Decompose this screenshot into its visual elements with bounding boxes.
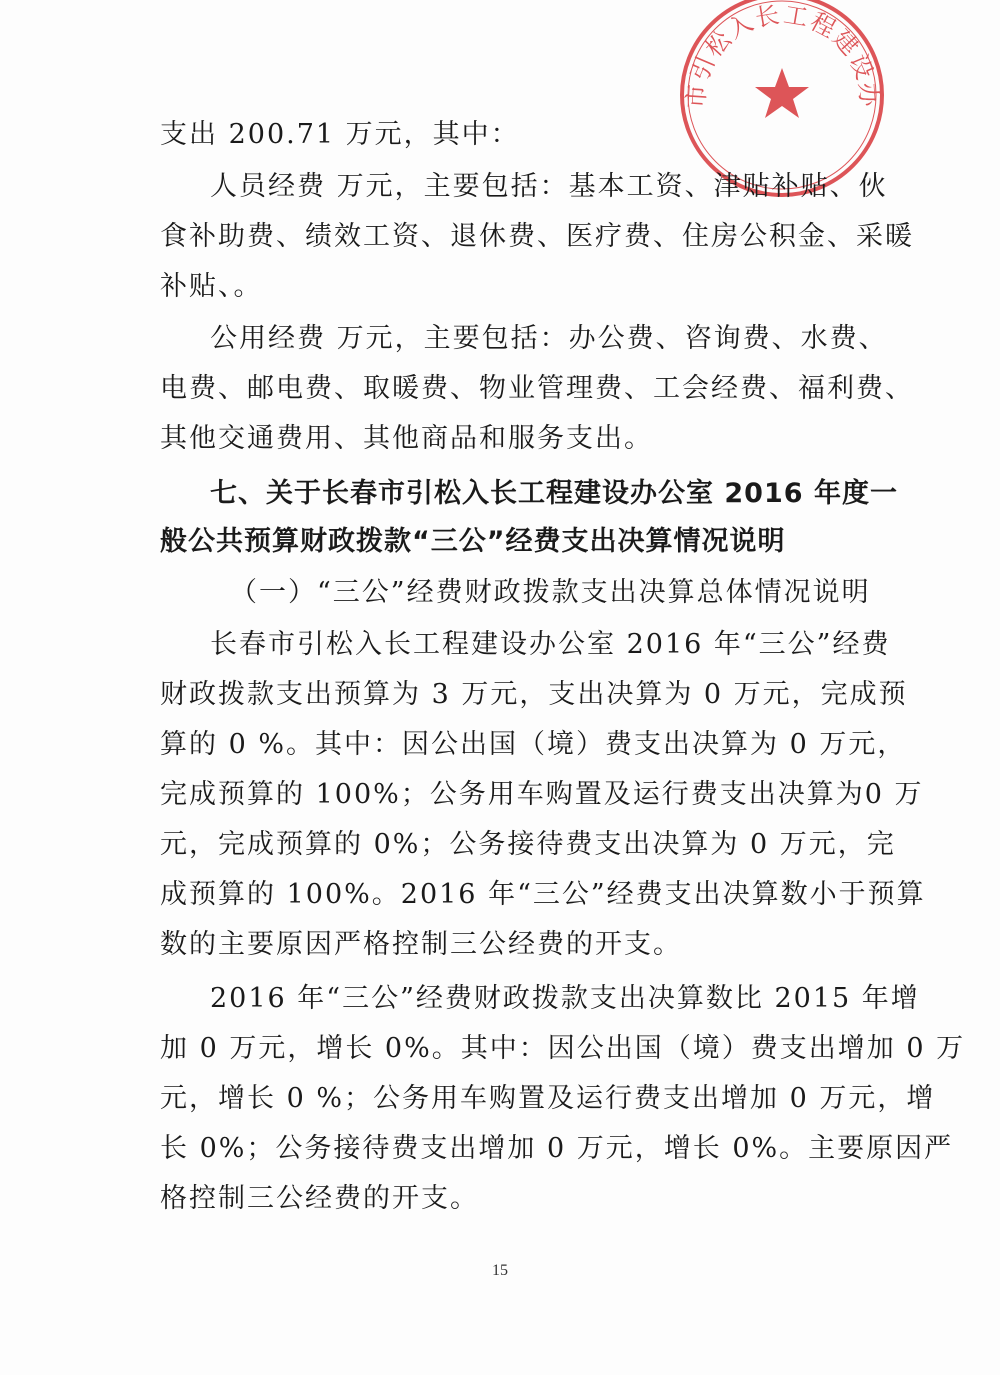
text-line: 食补助费、绩效工资、退休费、医疗费、住房公积金、采暖 bbox=[160, 221, 914, 252]
text-line: 财政拨款支出预算为 3 万元，支出决算为 0 万元，完成预 bbox=[160, 679, 908, 710]
text-line: 成预算的 100%。2016 年“三公”经费支出决算数小于预算 bbox=[160, 879, 926, 910]
text-line: 电费、邮电费、取暖费、物业管理费、工会经费、福利费、 bbox=[160, 373, 914, 404]
sub-heading: （一）“三公”经费财政拨款支出决算总体情况说明 bbox=[230, 577, 871, 608]
text-line: 长春市引松入长工程建设办公室 2016 年“三公”经费 bbox=[210, 629, 891, 660]
section-heading: 七、关于长春市引松入长工程建设办公室 2016 年度一 bbox=[210, 478, 898, 509]
text-line: 格控制三公经费的开支。 bbox=[160, 1183, 479, 1214]
text-line: 补贴、。 bbox=[160, 271, 263, 302]
text-line: 完成预算的 100%；公务用车购置及运行费支出决算为0 万 bbox=[160, 779, 924, 810]
text-line: 长 0%；公务接待费支出增加 0 万元，增长 0%。主要原因严 bbox=[160, 1133, 954, 1164]
text-line: 元，增长 0 %；公务用车购置及运行费支出增加 0 万元，增 bbox=[160, 1083, 936, 1114]
text-line: 算的 0 %。其中：因公出国（境）费支出决算为 0 万元， bbox=[160, 729, 907, 760]
text-line: 公用经费 万元，主要包括：办公费、咨询费、水费、 bbox=[210, 323, 888, 354]
text-line: 数的主要原因严格控制三公经费的开支。 bbox=[160, 929, 682, 960]
text-line: 加 0 万元，增长 0%。其中：因公出国（境）费支出增加 0 万 bbox=[160, 1033, 966, 1064]
text-line: 2016 年“三公”经费财政拨款支出决算数比 2015 年增 bbox=[210, 983, 920, 1014]
text-line: 人员经费 万元，主要包括：基本工资、津贴补贴、伙 bbox=[210, 171, 888, 202]
section-heading: 般公共预算财政拨款“三公”经费支出决算情况说明 bbox=[160, 526, 786, 557]
text-line: 支出 200.71 万元，其中： bbox=[160, 119, 520, 150]
text-line: 元，完成预算的 0%；公务接待费支出决算为 0 万元，完 bbox=[160, 829, 896, 860]
text-line: 其他交通费用、其他商品和服务支出。 bbox=[160, 423, 653, 454]
star-icon bbox=[755, 68, 809, 118]
page-number: 15 bbox=[492, 1262, 508, 1279]
seal-text: 市引松入长工程建设办 bbox=[681, 0, 884, 110]
